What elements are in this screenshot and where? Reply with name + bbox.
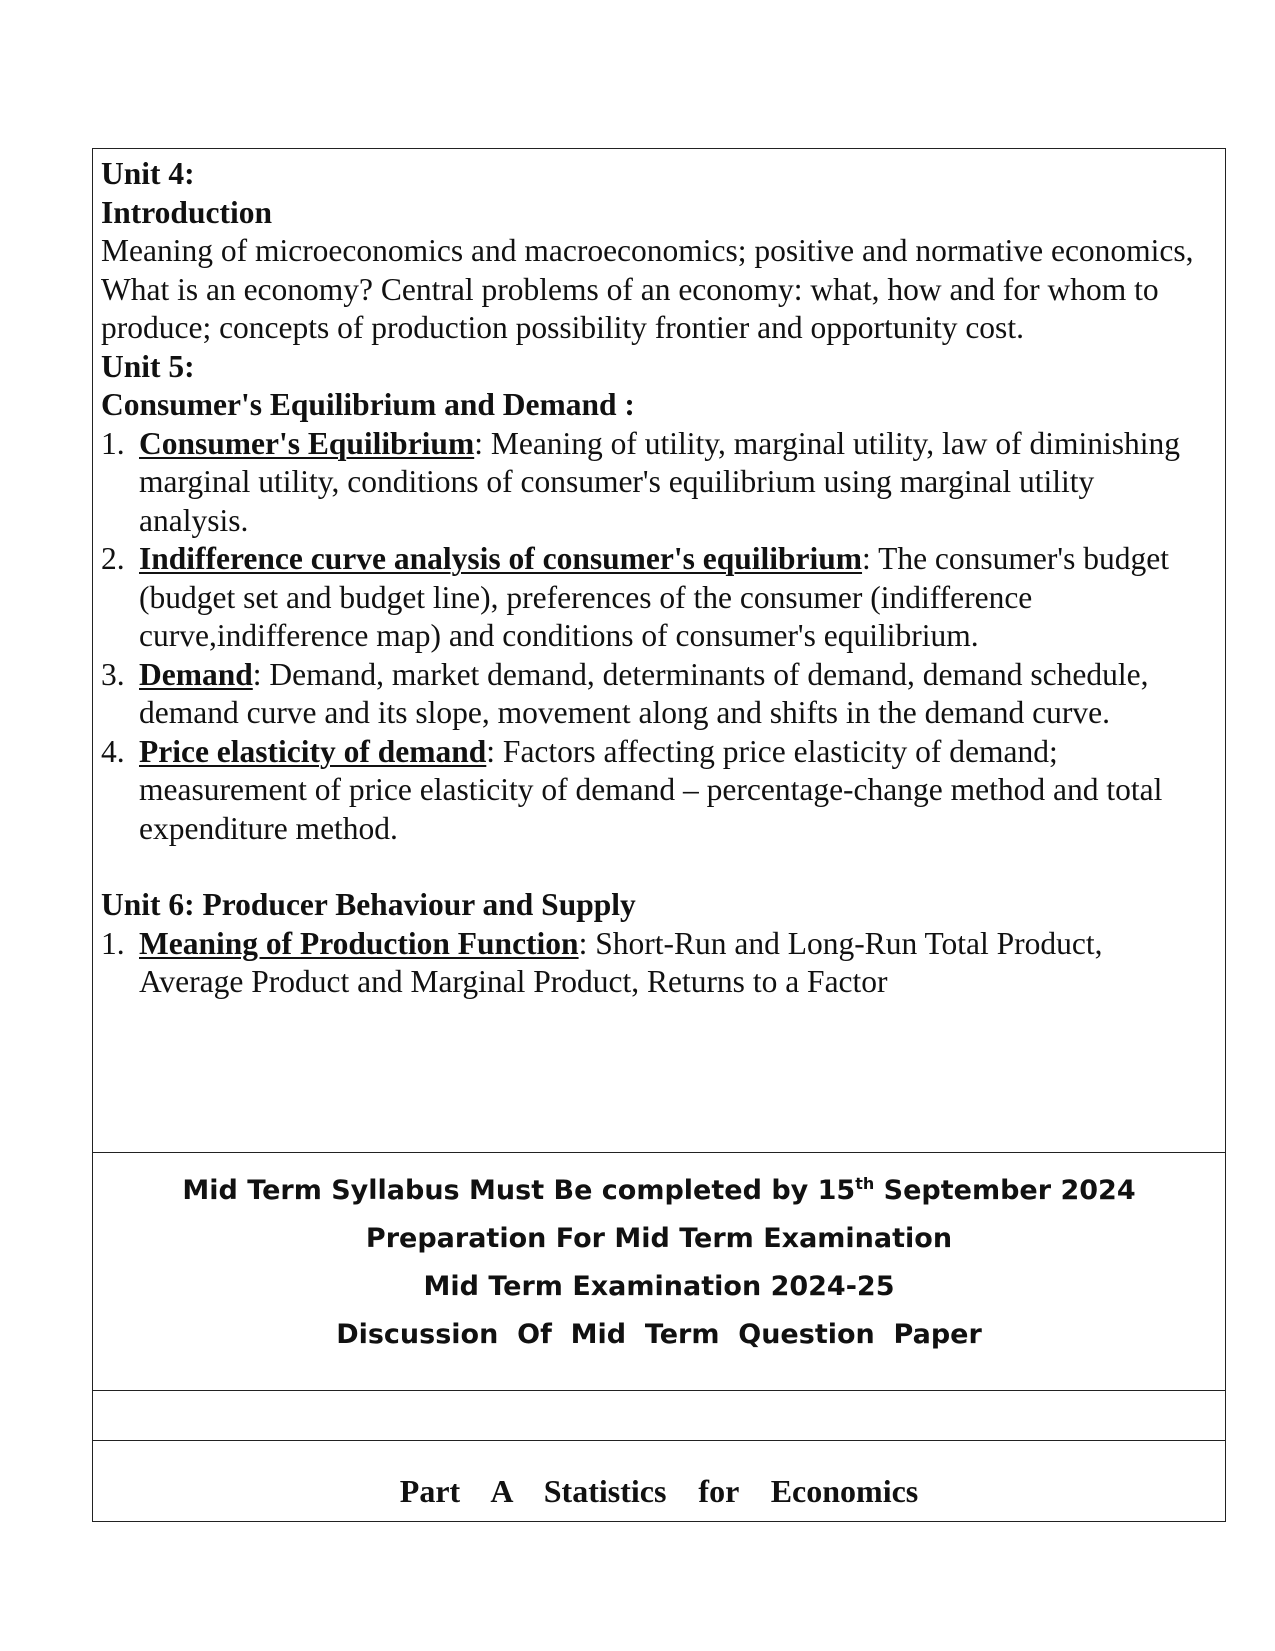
item-number: 4.	[101, 733, 125, 769]
deadline-text-post: September 2024	[874, 1175, 1136, 1206]
item-text: : Factors affecting price elasticity of demand; measurement of price elasticity of demand – percentage-change method and total expenditure method.	[139, 733, 1163, 846]
item-text: : Demand, market demand, determinants of demand, demand schedule, demand curve and its slope, movement along and shifts in the demand curve.	[139, 656, 1149, 730]
unit6-list	[101, 925, 1203, 1002]
deadline-ordinal: th	[855, 1174, 875, 1193]
midterm-deadline	[93, 1167, 1225, 1215]
empty-cell	[93, 1391, 1225, 1441]
item-term: Price elasticity of demand	[139, 733, 487, 769]
item-term: Indifference curve analysis of consumer's equilibrium	[139, 541, 863, 576]
item-number: 3.	[101, 656, 125, 692]
unit4-heading: Unit 4:	[101, 156, 195, 191]
units-cell	[93, 149, 1225, 1153]
unit5-heading: Unit 5:	[101, 348, 195, 384]
list-item	[101, 733, 1203, 849]
midterm-preparation: Preparation For Mid Term Examination	[365, 1223, 953, 1254]
unit6-heading: Unit 6: Producer Behaviour and Supply	[101, 887, 636, 922]
midterm-cell	[93, 1153, 1225, 1391]
midterm-discussion: Discussion Of Mid Term Question Paper	[336, 1319, 982, 1350]
item-number: 1.	[101, 425, 125, 461]
list-item	[101, 925, 1203, 1002]
midterm-exam: Mid Term Examination 2024-25	[423, 1271, 895, 1302]
spacer	[101, 848, 1203, 886]
unit4-subheading: Introduction	[101, 194, 272, 230]
item-term: Demand	[139, 656, 253, 692]
item-text: : Short-Run and Long-Run Total Product, Average Product and Marginal Product, Returns to a Factor	[139, 925, 1103, 999]
item-text: : The consumer's budget (budget set and budget line), preferences of the consumer (indifference curve,indifference map) and conditions of consumer's equilibrium.	[139, 541, 1169, 653]
part-a-cell	[93, 1441, 1225, 1521]
item-text: : Meaning of utility, marginal utility, law of diminishing marginal utility, conditions of consumer's equilibrium using marginal utility analysis.	[139, 425, 1180, 538]
unit5-list	[101, 425, 1203, 849]
list-item	[101, 656, 1203, 733]
item-term: Meaning of Production Function	[139, 925, 579, 961]
unit4-text: Meaning of microeconomics and macroeconomics; positive and normative economics, What is an economy? Central problems of an economy: what, how and for whom to produce; concepts of production possibility frontier and opportunity cost.	[101, 233, 1194, 345]
list-item	[101, 540, 1203, 656]
unit5-subheading: Consumer's Equilibrium and Demand :	[101, 387, 635, 422]
list-item	[101, 425, 1203, 541]
deadline-text-pre: Mid Term Syllabus Must Be completed by 15	[182, 1175, 856, 1206]
part-a-heading: Part A Statistics for Economics	[399, 1473, 919, 1509]
syllabus-table	[92, 148, 1226, 1522]
item-number: 2.	[101, 541, 125, 576]
item-number: 1.	[101, 925, 125, 961]
item-term: Consumer's Equilibrium	[139, 425, 475, 461]
